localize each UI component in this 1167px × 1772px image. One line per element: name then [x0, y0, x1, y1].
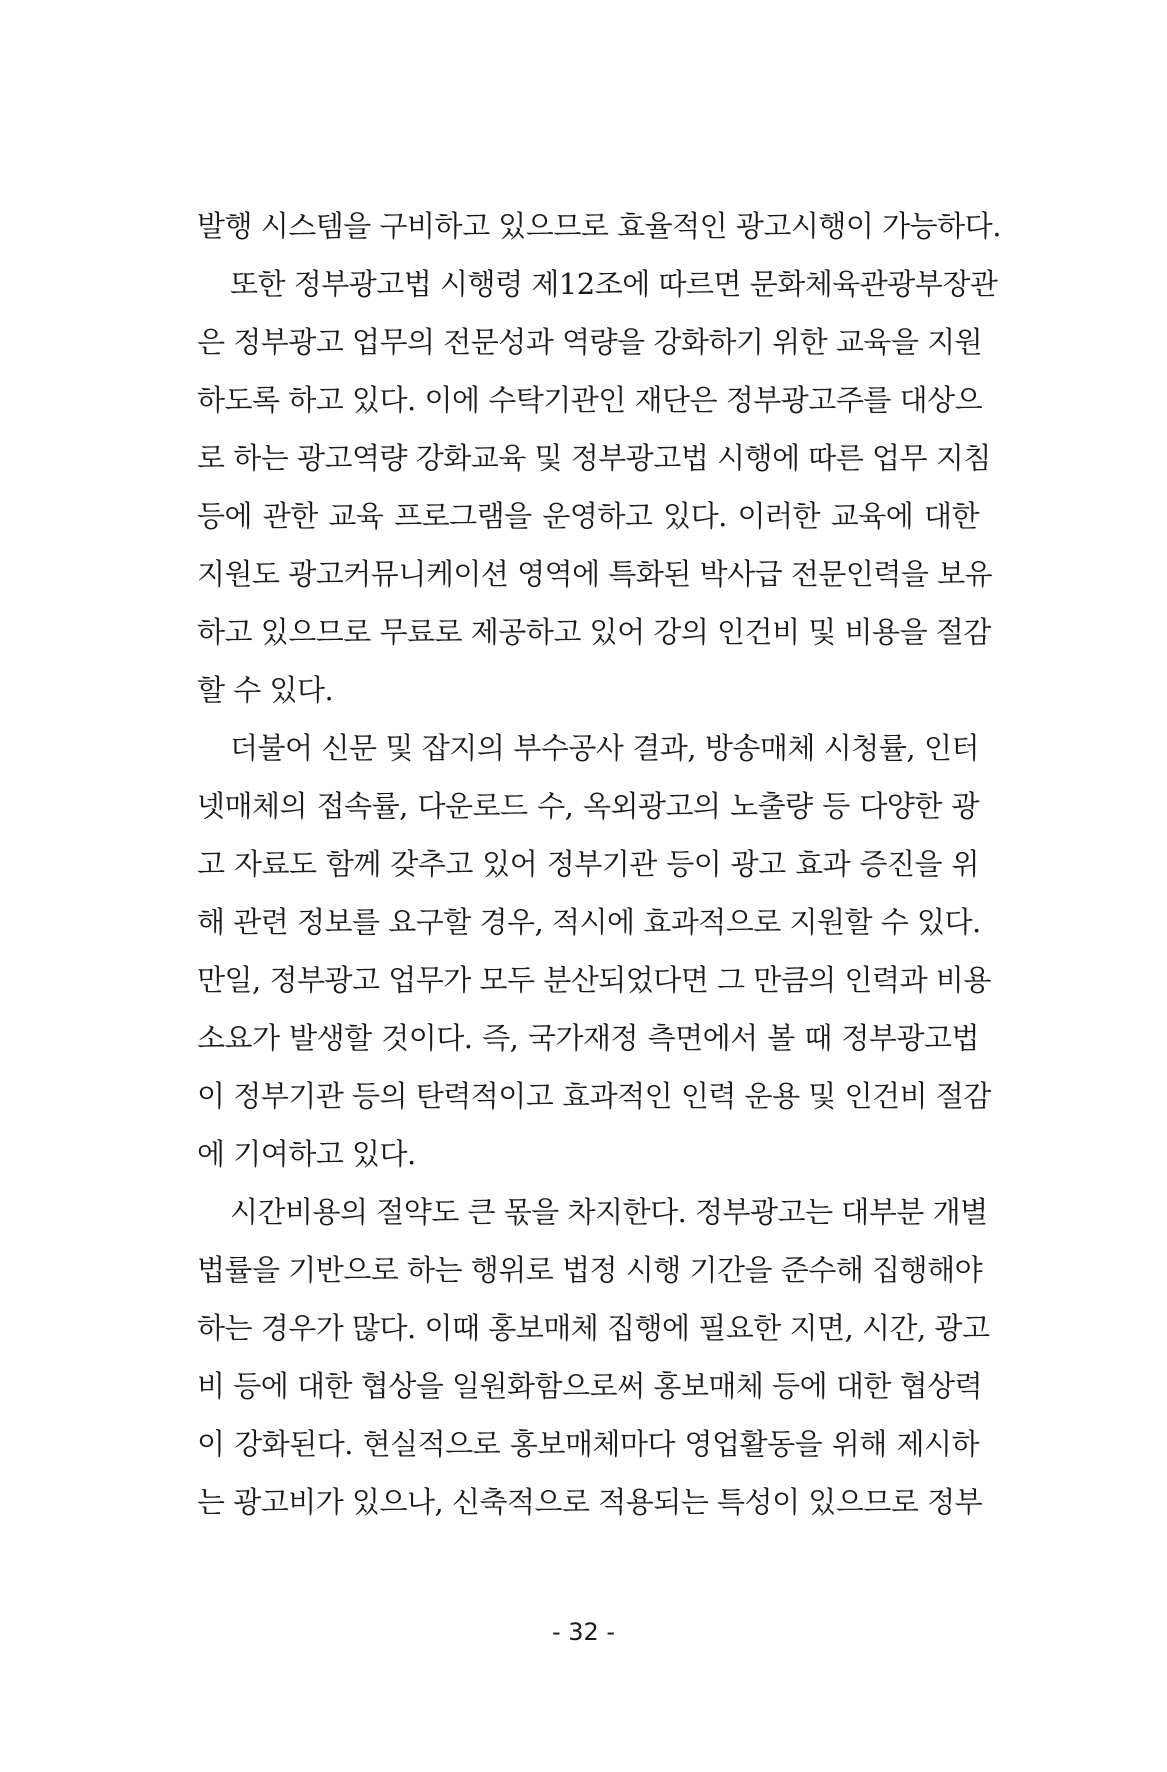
page-number: - 32 -	[551, 1618, 616, 1646]
text-line: 고 자료도 함께 갖추고 있어 정부기관 등이 광고 효과 증진을 위	[197, 847, 979, 881]
paragraph-first-line: 시간비용의 절약도 큰 몫을 차지한다. 정부광고는 대부분 개별	[230, 1195, 988, 1229]
text-line: 소요가 발생할 것이다. 즉, 국가재정 측면에서 볼 때 정부광고법	[197, 1021, 979, 1055]
text-line: 하는 경우가 많다. 이때 홍보매체 집행에 필요한 지면, 시간, 광고	[197, 1311, 990, 1345]
paragraph-last-line: 에 기여하고 있다.	[197, 1137, 416, 1171]
text-line: 는 광고비가 있으나, 신축적으로 적용되는 특성이 있으므로 정부	[197, 1485, 983, 1519]
text-line: 지원도 광고커뮤니케이션 영역에 특화된 박사급 전문인력을 보유	[197, 557, 993, 591]
text-line: 이 정부기관 등의 탄력적이고 효과적인 인력 운용 및 인건비 절감	[197, 1079, 991, 1113]
text-line: 만일, 정부광고 업무가 모두 분산되었다면 그 만큼의 인력과 비용	[197, 963, 991, 997]
text-line: 이 강화된다. 현실적으로 홍보매체마다 영업활동을 위해 제시하	[197, 1427, 979, 1461]
paragraph-first-line: 또한 정부광고법 시행령 제12조에 따르면 문화체육관광부장관	[230, 267, 998, 301]
text-line: 법률을 기반으로 하는 행위로 법정 시행 기간을 준수해 집행해야	[197, 1253, 983, 1287]
text-line: 하도록 하고 있다. 이에 수탁기관인 재단은 정부광고주를 대상으	[197, 383, 983, 417]
paragraph-first-line: 더불어 신문 및 잡지의 부수공사 결과, 방송매체 시청률, 인터	[230, 731, 979, 765]
paragraph-last-line: 할 수 있다.	[197, 673, 334, 707]
text-line: 은 정부광고 업무의 전문성과 역량을 강화하기 위한 교육을 지원	[197, 325, 983, 359]
text-line: 해 관련 정보를 요구할 경우, 적시에 효과적으로 지원할 수 있다.	[197, 905, 981, 939]
text-line: 비 등에 대한 협상을 일원화함으로써 홍보매체 등에 대한 협상력	[197, 1369, 983, 1403]
text-line: 넷매체의 접속률, 다운로드 수, 옥외광고의 노출량 등 다양한 광	[197, 789, 979, 823]
text-line: 로 하는 광고역량 강화교육 및 정부광고법 시행에 따른 업무 지침	[197, 441, 991, 475]
text-line: 하고 있으므로 무료로 제공하고 있어 강의 인건비 및 비용을 절감	[197, 615, 991, 649]
text-line: 발행 시스템을 구비하고 있으므로 효율적인 광고시행이 가능하다.	[197, 209, 1001, 243]
text-line: 등에 관한 교육 프로그램을 운영하고 있다. 이러한 교육에 대한	[197, 499, 979, 533]
